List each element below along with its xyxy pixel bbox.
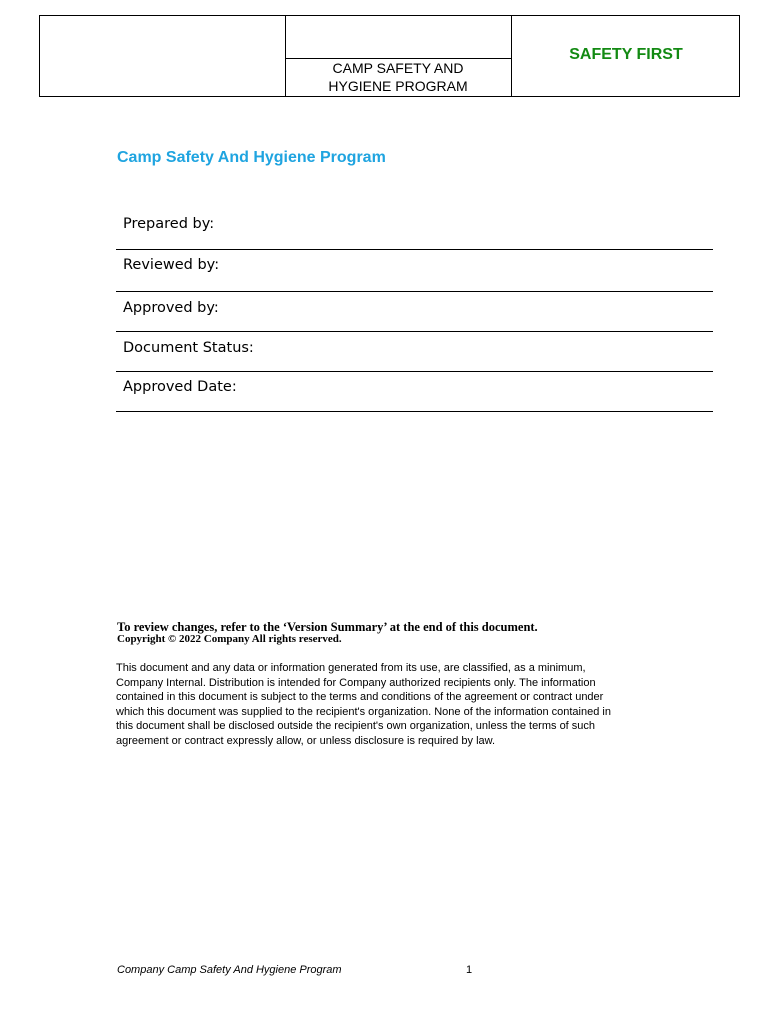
approval-row-prepared-by [116, 205, 713, 250]
approval-label: Prepared by: [123, 216, 215, 232]
page-number: 1 [466, 964, 473, 976]
review-note: To review changes, refer to the ‘Version Summary’ at the end of this document. [117, 620, 538, 634]
header-logo-cell [40, 16, 286, 96]
approval-label: Approved Date: [123, 378, 237, 395]
classification-line: agreement or contract expressly allow, or unless disclosure is required by law. [116, 734, 496, 747]
header-slogan: SAFETY FIRST [569, 45, 683, 63]
header-blank-cell [285, 16, 512, 59]
approval-label: Approved by: [123, 299, 219, 316]
classification-line: this document shall be disclosed outside the recipient's own organization, unless the terms of such [116, 720, 596, 733]
approval-label: Reviewed by: [123, 256, 220, 273]
header-table [39, 15, 740, 97]
footer-title: Company Camp Safety And Hygiene Program [117, 964, 342, 976]
approval-label: Document Status: [123, 339, 254, 356]
classification-line: Company Internal. Distribution is intended for Company authorized recipients only. The information [116, 676, 596, 689]
classification-line: which this document was supplied to the recipient's organization. None of the information contained in [116, 705, 611, 718]
classification-notice [116, 661, 656, 749]
approval-row-approved-date [116, 372, 713, 412]
approval-fields [116, 205, 713, 412]
header-program-name: CAMP SAFETY AND HYGIENE PROGRAM [285, 58, 512, 96]
classification-line: contained in this document is subject to the terms and conditions of the agreement or contract under [116, 691, 604, 704]
copyright-notice: Copyright © 2022 Company All rights reserved. [117, 633, 342, 645]
classification-line: This document and any data or information generated from its use, are classified, as a minimum, [116, 662, 586, 674]
approval-row-approved-by [116, 292, 713, 332]
approval-row-reviewed-by [116, 250, 713, 292]
document-title: Camp Safety And Hygiene Program [117, 149, 386, 166]
approval-row-document-status [116, 332, 713, 372]
